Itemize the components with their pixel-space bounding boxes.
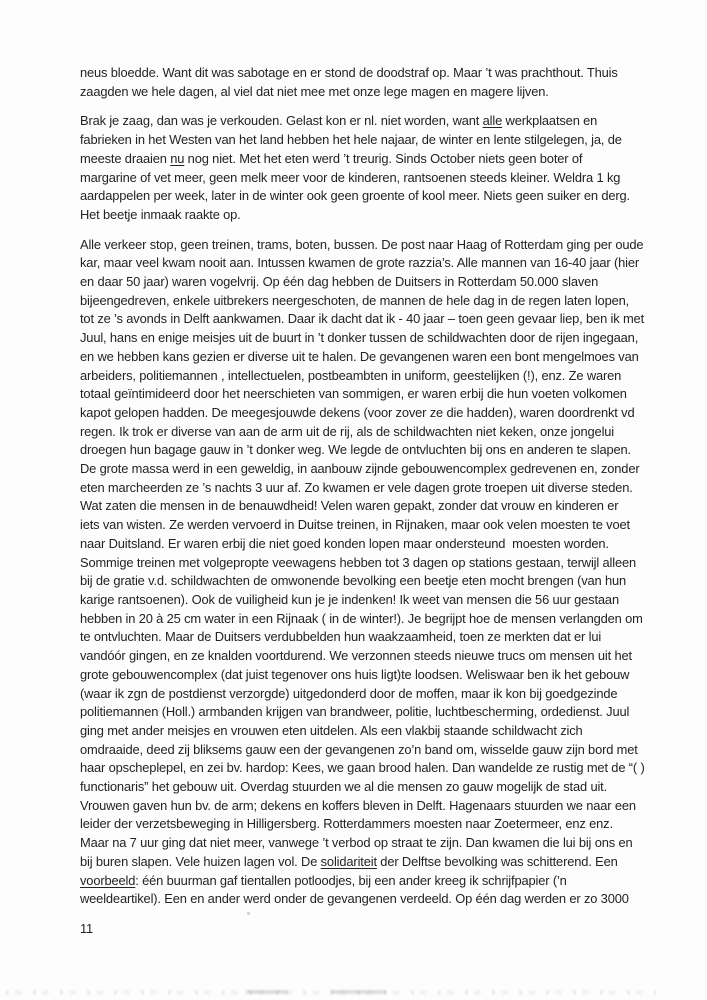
text-run: bij de gratie v.d. schildwachten de omwonende bevolking een beetje eten mocht brengen (van hun [80, 573, 627, 589]
text-run: : één buurman gaf tientallen potloodjes, bij een ander kreeg ik schrijfpapier (’n [135, 872, 567, 888]
text-line [80, 815, 640, 834]
text-line [80, 292, 640, 311]
text-line [80, 872, 640, 891]
underlined-text: voorbeeld [80, 872, 136, 888]
text-line [80, 385, 640, 404]
text-line [80, 535, 640, 554]
text-line [80, 404, 640, 423]
text-line [80, 759, 645, 778]
text-run: Alle verkeer stop, geen treinen, trams, boten, bussen. De post naar Haag of Rotterdam ging per oude [80, 236, 644, 252]
text-line [80, 572, 640, 591]
text-run: ging met ander meisjes en vrouwen eten uitdelen. Als een vlakbij staande schildwacht zich [80, 722, 583, 738]
text-run: en we hebben kans gezien er diverse uit te halen. De gevangenen waren een bont mengelmoes van [80, 348, 639, 364]
text-run: Juul, hans en enige meisjes uit de buurt in ’t donker tussen de schildwachten door de rijen ingegaan, [80, 330, 639, 346]
text-run: grote gebouwencomplex (dat juist tegenover ons huis ligt)te loodsen. Weliswaar ben ik het gebouw [80, 666, 630, 682]
underlined-text: nu [170, 150, 185, 166]
text-line [80, 703, 640, 722]
text-line [80, 497, 640, 516]
text-run: haar opscheplepel, en zei bv. hardop: Kees, we gaan brood halen. Dan wandelde ze rustig met de “( ) [80, 760, 645, 776]
text-run: bijeengedreven, enkele uitbrekers neergeschoten, de mannen de hele dag in de regen laten lopen, [80, 292, 630, 308]
text-line [80, 479, 640, 498]
text-run: leider der verzetsbeweging in Hilligersberg. Rotterdammers moesten naar Zoetermeer, enz enz. [80, 816, 613, 832]
text-run: Wat zaten die mensen in de benauwdheid! Velen waren gepakt, zonder dat vrouw en kinderen er [80, 498, 619, 514]
text-run: aardappelen per week, later in de winter ook geen groente of kool meer. Niets geen suiker en derg. [80, 188, 630, 204]
text-run: naar Duitsland. Er waren erbij die niet goed konden lopen maar ondersteund moesten worden. [80, 535, 609, 551]
text-line [80, 778, 640, 797]
text-run: arbeiders, politiemannen , intellectuelen, postbeambten in uniform, geestelijken (!), enz. Ze waren [80, 367, 622, 383]
text-line [80, 169, 640, 188]
text-line [80, 722, 640, 741]
scan-artifact-strip [6, 990, 656, 995]
text-line [80, 853, 640, 872]
text-line [80, 890, 640, 909]
text-line [80, 83, 640, 102]
text-line [80, 310, 644, 329]
text-run: Sommige treinen met volgepropte veewagens hebben tot 3 dagen op stations gestaan, terwijl alleen [80, 554, 637, 570]
text-line [80, 554, 640, 573]
text-run: iets van wisten. Ze werden vervoerd in Duitse treinen, in Rijnaken, maar ook velen moesten te voet [80, 517, 630, 533]
text-line [80, 460, 640, 479]
text-run: tot ze ’s avonds in Delft aankwamen. Daar ik dacht dat ik - 40 jaar – toen geen gevaar liep, ben ik met [80, 311, 644, 327]
text-line [80, 797, 640, 816]
text-run: werkplaatsen en [502, 113, 598, 129]
text-line [80, 206, 640, 225]
text-line [80, 187, 640, 206]
text-run: neus bloedde. Want dit was sabotage en er stond de doodstraf op. Maar ’t was prachthout. Thuis [80, 65, 618, 80]
text-line [80, 236, 644, 255]
text-run: en daar 50 jaar) waren vogelvrij. Op één dag hebben de Duitsers in Rotterdam 50.000 slaven [80, 274, 599, 290]
text-line [80, 254, 640, 273]
text-line [80, 348, 640, 367]
text-line [80, 666, 640, 685]
text-run: te ontvluchten. Maar de Duitsers verdubbelden hun waakzaamheid, toen ze merkten dat er lui [80, 629, 602, 645]
underlined-text: solidariteit [320, 853, 377, 869]
text-line [80, 741, 640, 760]
text-line [80, 441, 640, 460]
text-run: meeste draaien [80, 150, 171, 166]
text-run: totaal geïntimideerd door het neerschieten van sommigen, er waren erbij die hun voeten volkomen [80, 386, 627, 402]
text-run: Maar na 7 uur ging dat niet meer, vanwege ’t verbod op straat te zijn. Dan kwamen die lui bij ons en [80, 835, 633, 851]
text-line [80, 610, 643, 629]
text-run: margarine of vet meer, geen melk meer voor de kinderen, rantsoenen steeds kleiner. Weldra 1 kg [80, 169, 621, 185]
paragraph [80, 236, 645, 909]
text-line [80, 131, 640, 150]
text-run: Het beetje inmaak raakte op. [80, 206, 241, 222]
scan-artifact-segment [331, 990, 386, 994]
text-line [80, 150, 640, 169]
text-run: De grote massa werd in een geweldig, in aanbouw zijnde gebouwencomplex gedrevenen en, zonder [80, 461, 640, 477]
text-line [80, 591, 640, 610]
text-run: kar, maar veel kwam nooit aan. Intussen kwamen de grote razzia’s. Alle mannen van 16-40 jaar (hier [80, 255, 639, 271]
text-line [80, 112, 640, 131]
scan-speck [247, 912, 250, 915]
text-line [80, 628, 640, 647]
text-run: functionaris” het gebouw uit. Overdag stuurden we al die mensen zo gauw mogelijk de stad uit. [80, 779, 608, 795]
text-run: karige rantsoenen). Ook de vuiligheid kun je je indenken! Ik weet van mensen die 56 uur gestaan [80, 591, 619, 607]
text-run: (waar ik zgn de postdienst verzorgde) uitgedonderd door de moffen, maar ik kon bij goedgezinde [80, 685, 618, 701]
scan-artifact-segment [246, 990, 288, 994]
text-run: Vrouwen gaven hun bv. de arm; dekens en koffers bleven in Delft. Hagenaars stuurden we naar een [80, 797, 636, 813]
text-run: vandóór gingen, en ze knalden voortdurend. We verzonnen steeds nieuwe trucs om mensen uit het [80, 648, 632, 664]
underlined-text: alle [482, 113, 503, 129]
text-run: der Delftse bevolking was schitterend. Een [376, 853, 618, 869]
document-body [80, 64, 645, 939]
text-run: regen. Ik trok er diverse van aan de arm uit de rij, als de schildwachten niet keken, onze jongelui [80, 423, 615, 439]
text-line [80, 367, 640, 386]
text-run: fabrieken in het Westen van het land hebben het hele najaar, de winter en lente stilgelegen, ja, de [80, 132, 622, 148]
paragraph [80, 112, 640, 224]
text-line [80, 834, 640, 853]
text-line [80, 273, 640, 292]
text-run: weeldeartikel). Een en ander werd onder de gevangenen verdeeld. Op één dag werden er zo 3000 [80, 891, 629, 907]
text-run: politiemannen (Holl.) armbanden krijgen van brandweer, politie, luchtbescherming, ordedienst. Juul [80, 704, 630, 720]
text-line [80, 64, 640, 83]
text-line [80, 647, 640, 666]
text-line [80, 685, 640, 704]
text-line [80, 516, 640, 535]
paragraph [80, 64, 640, 101]
text-run: kapot gelopen hadden. De meegesjouwde dekens (voor zover ze die hadden), waren doordrenkt vd [80, 404, 635, 420]
text-run: zaagden we hele dagen, al viel dat niet mee met onze lege magen en magere lijven. [80, 83, 549, 99]
text-run: omdraaide, deed zij bliksems gauw een der gevangenen zo’n band om, wisselde gauw zijn bord met [80, 741, 638, 757]
text-run: nog niet. Met het eten werd ’t treurig. Sinds October niets geen boter of [184, 150, 583, 166]
text-run: hebben in 20 à 25 cm water in een Rijnaak ( in de winter!). Je begrijpt hoe de mensen verlangden om [80, 610, 643, 626]
text-run: droegen hun bagage gauw in ’t donker weg. We legde de ontvluchten bij ons en anderen te slapen. [80, 442, 631, 458]
text-run: eten marcheerden ze ’s nachts 3 uur af. Zo kwamen er vele dagen grote troepen uit diverse steden. [80, 479, 633, 495]
text-line [80, 329, 640, 348]
text-run: Brak je zaag, dan was je verkouden. Gelast kon er nl. niet worden, want [80, 113, 483, 129]
text-line [80, 423, 640, 442]
text-run: bij buren slapen. Vele huizen lagen vol. De [80, 853, 321, 869]
page-number: 11 [80, 920, 94, 936]
